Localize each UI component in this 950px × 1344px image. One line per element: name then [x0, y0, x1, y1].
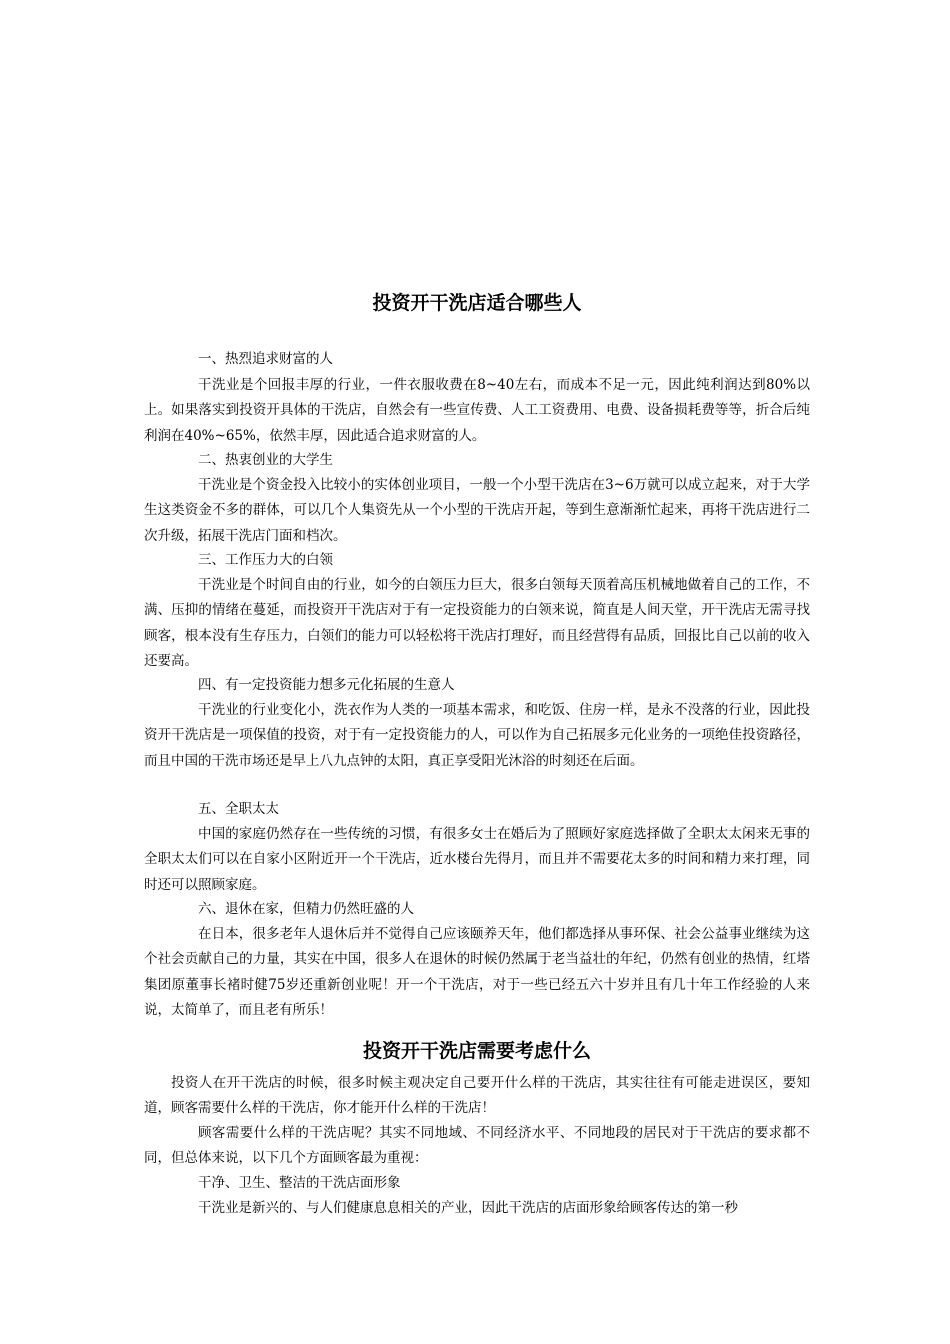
section-heading-3: 三、工作压力大的白领	[198, 552, 333, 568]
section-body-6: 在日本，很多老年人退休后并不觉得自己应该颐养天年，他们都选择从事环保、社会公益事业继续为这个社会贡献自己的力量，其实在中国，很多人在退休的时候仍然属于老当益壮的年纪，仍然有创业的热情，红塔集团原董事长褚时健75岁还重新创业呢！开一个干洗店，对于一些已经五六十岁并且有几十年工作经验的人来说，太简单了，而且老有所乐！	[144, 926, 810, 1018]
question-paragraph: 顾客需要什么样的干洗店呢？其实不同地域、不同经济水平、不同地段的居民对于干洗店的要求都不同，但总体来说，以下几个方面顾客最为重视：	[144, 1125, 810, 1167]
section-body-1: 干洗业是个回报丰厚的行业，一件衣服收费在8~40左右，而成本不足一元，因此纯利润达到80%以上。如果落实到投资开具体的干洗店，自然会有一些宣传费、人工工资费用、电费、设备损耗费等等，折合后纯利润在40%~65%，依然丰厚，因此适合追求财富的人。	[144, 377, 810, 444]
section-heading-2: 二、热衷创业的大学生	[198, 452, 333, 468]
section-body-5: 中国的家庭仍然存在一些传统的习惯，有很多女士在婚后为了照顾好家庭选择做了全职太太闲来无事的全职太太们可以在自家小区附近开一个干洗店，近水楼台先得月，而且并不需要花太多的时间和精力来打理，同时还可以照顾家庭。	[144, 826, 810, 893]
section-heading-6: 六、退休在家，但精力仍然旺盛的人	[198, 901, 414, 917]
subsection-heading: 干净、卫生、整洁的干洗店面形象	[198, 1175, 401, 1191]
section-title-2: 投资开干洗店需要考虑什么	[362, 1040, 591, 1062]
section-body-2: 干洗业是个资金投入比较小的实体创业项目，一般一个小型干洗店在3~6万就可以成立起来，对于大学生这类资金不多的群体，可以几个人集资先从一个小型的干洗店开起，等到生意渐渐忙起来，再将干洗店进行二次升级，拓展干洗店门面和档次。	[144, 477, 810, 544]
intro-paragraph: 投资人在开干洗店的时候，很多时候主观决定自己要开什么样的干洗店，其实往往有可能走进误区，要知道，顾客需要什么样的干洗店，你才能开什么样的干洗店！	[144, 1075, 810, 1117]
section-heading-1: 一、热烈追求财富的人	[198, 351, 333, 367]
section-body-4: 干洗业的行业变化小，洗衣作为人类的一项基本需求，和吃饭、住房一样，是永不没落的行业，因此投资开干洗店是一项保值的投资，对于有一定投资能力的人，可以作为自己拓展多元化业务的一项绝佳投资路径，而且中国的干洗市场还是早上八九点钟的太阳，真正享受阳光沐浴的时刻还在后面。	[144, 702, 810, 769]
section-heading-4: 四、有一定投资能力想多元化拓展的生意人	[198, 677, 455, 693]
document-title: 投资开干洗店适合哪些人	[372, 292, 582, 314]
section-body-3: 干洗业是个时间自由的行业，如今的白领压力巨大，很多白领每天顶着高压机械地做着自己的工作，不满、压抑的情绪在蔓延，而投资开干洗店对于有一定投资能力的白领来说，简直是人间天堂，开干洗店无需寻找顾客，根本没有生存压力，白领们的能力可以轻松将干洗店打理好，而且经营得有品质，回报比自己以前的收入还要高。	[144, 577, 810, 669]
section-heading-5: 五、全职太太	[198, 801, 279, 817]
subsection-body: 干洗业是新兴的、与人们健康息息相关的产业，因此干洗店的店面形象给顾客传达的第一秒	[198, 1200, 738, 1216]
